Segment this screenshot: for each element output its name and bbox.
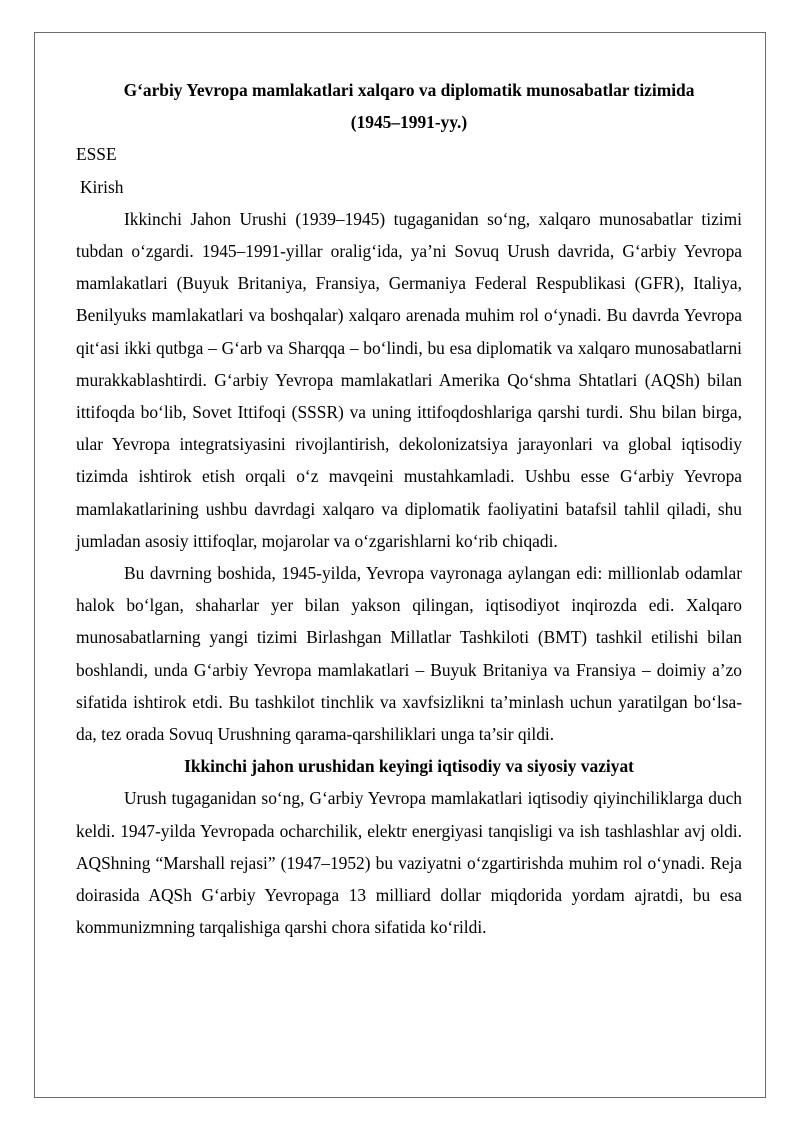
document-title-line-1: G‘arbiy Yevropa mamlakatlari xalqaro va diplomatik munosabatlar tizimida [123, 80, 695, 100]
genre-label: ESSE [76, 144, 117, 165]
document-body [76, 74, 742, 943]
intro-heading: Kirish [80, 176, 124, 197]
section-heading: Ikkinchi jahon urushidan keyingi iqtisodiy va siyosiy vaziyat [184, 756, 634, 777]
intro-paragraph-1: Ikkinchi Jahon Urushi (1939–1945) tugaganidan so‘ng, xalqaro munosabatlar tizimi tubdan o‘zgardi. 1945–1991-yillar oralig‘ida, ya’ni Sovuq Urush davrida, G‘arbiy Yevropa mamlakatlari (Buyuk Britaniya, Fransiya, Germaniya Federal Respublikasi (GFR), Italiya, Benilyuks mamlakatlari va boshqalar) xalqaro arenada muhim rol o‘ynadi. Bu davrda Yevropa qit‘asi ikki qutbga – G‘arb va Sharqqa – bo‘lindi, bu esa diplomatik va xalqaro munosabatlarni murakkablashtirdi. G‘arbiy Yevropa mamlakatlari Amerika Qo‘shma Shtatlari (AQSh) bilan ittifoqda bo‘lib, Sovet Ittifoqi (SSSR) va uning ittifoqdoshlariga qarshi turdi. Shu bilan birga, ular Yevropa integratsiyasini rivojlantirish, dekolonizatsiya jarayonlari va global iqtisodiy tizimda ishtirok etish orqali o‘z mavqeini mustahkamladi. Ushbu esse G‘arbiy Yevropa mamlakatlarining ushbu davrdagi xalqaro va diplomatik faoliyatini batafsil tahlil qiladi, shu jumladan asosiy ittifoqlar, mojarolar va o‘zgarishlarni ko‘rib chiqadi. [76, 208, 742, 551]
section-paragraph-1: Urush tugaganidan so‘ng, G‘arbiy Yevropa mamlakatlari iqtisodiy qiyinchiliklarga duch keldi. 1947-yilda Yevropada ocharchilik, elektr energiyasi tanqisligi va ish tashlashlar avj oldi. AQShning “Marshall rejasi” (1947–1952) bu vaziyatni o‘zgartirishda muhim rol o‘ynadi. Reja doirasida AQSh G‘arbiy Yevropaga 13 milliard dollar miqdorida yordam ajratdi, bu esa kommunizmning tarqalishiga qarshi chora sifatida ko‘rildi. [76, 788, 742, 938]
document-title-line-2: (1945–1991-yy.) [350, 112, 468, 133]
intro-paragraph-2: Bu davrning boshida, 1945-yilda, Yevropa vayronaga aylangan edi: millionlab odamlar halok bo‘lgan, shaharlar yer bilan yakson qilingan, iqtisodiyot inqirozda edi. Xalqaro munosabatlarning yangi tizimi Birlashgan Millatlar Tashkiloti (BMT) tashkil etilishi bilan boshlandi, unda G‘arbiy Yevropa mamlakatlari – Buyuk Britaniya va Fransiya – doimiy a’zo sifatida ishtirok etdi. Bu tashkilot tinchlik va xavfsizlikni ta’minlash uchun yaratilgan bo‘lsa-da, tez orada Sovuq Urushning qarama-qarshiliklari unga ta’sir qildi. [76, 563, 742, 745]
